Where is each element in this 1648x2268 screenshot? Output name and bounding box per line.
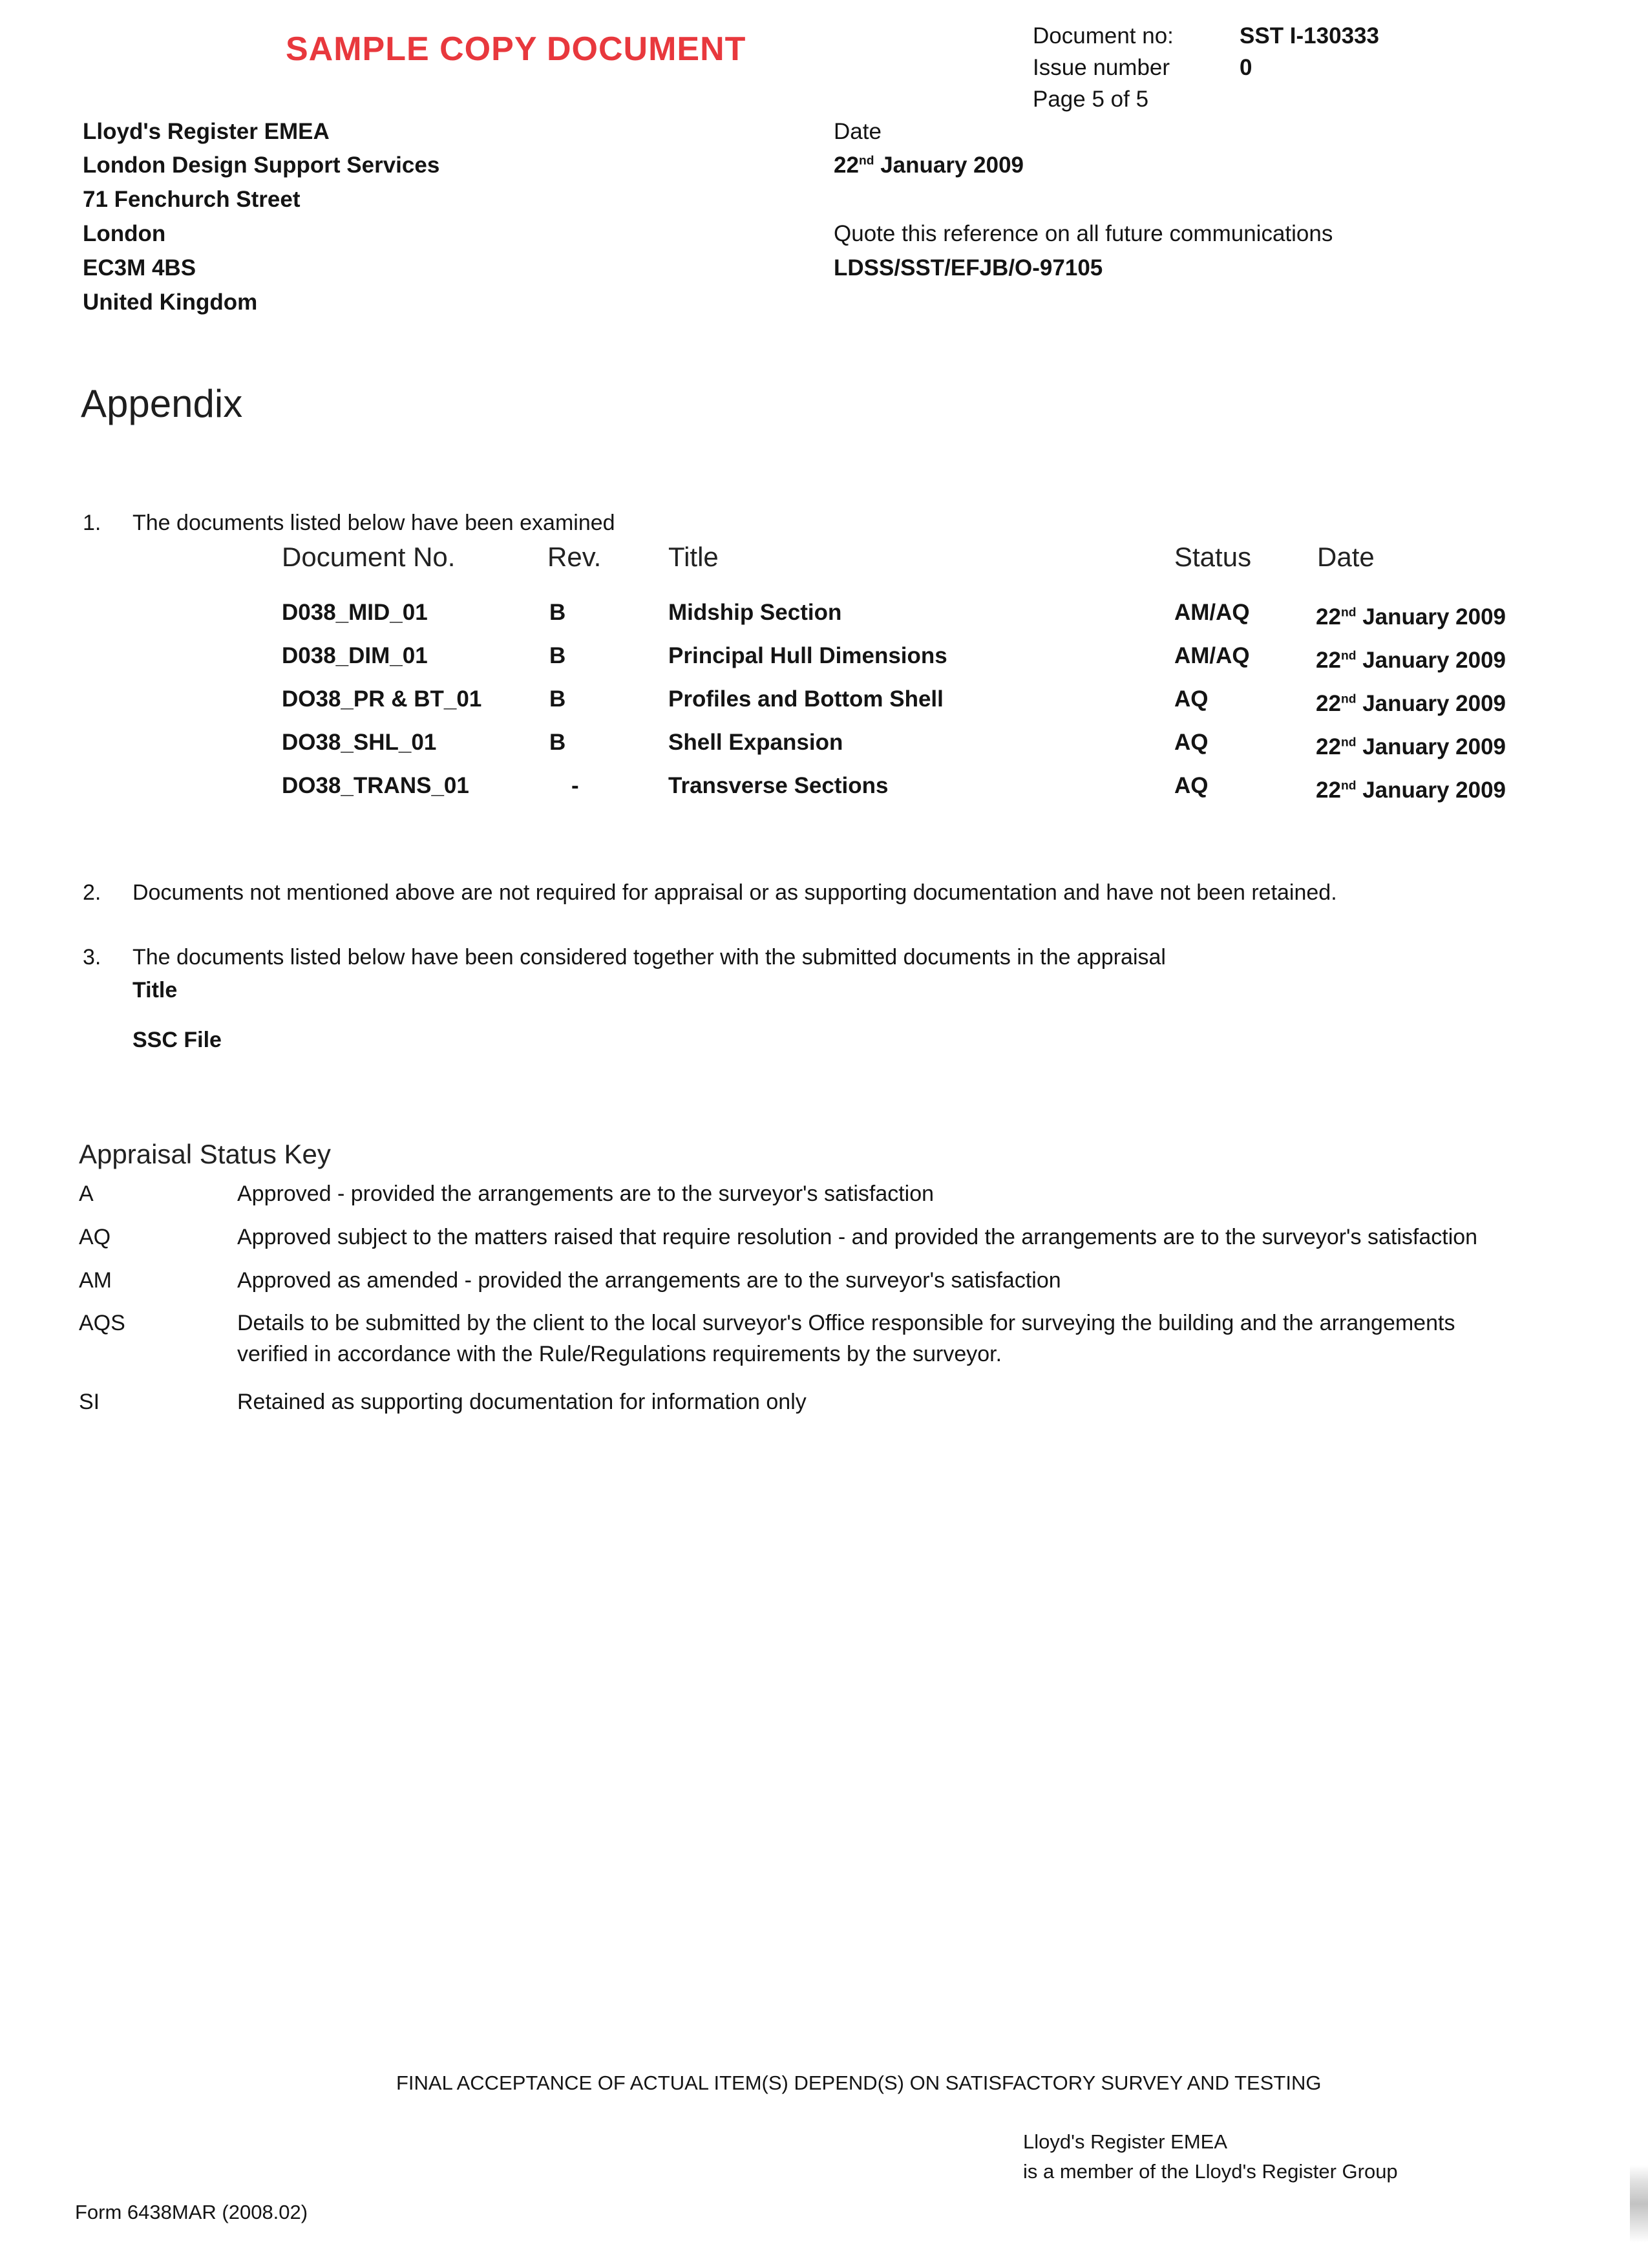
cell-doc-no: DO38_SHL_01 [282, 730, 437, 755]
section-text: Documents not mentioned above are not required for appraisal or as supporting documentation and have not been retained. [132, 880, 1337, 905]
column-header-title: Title [668, 542, 719, 572]
issue-number-value: 0 [1240, 55, 1252, 80]
address-line: London Design Support Services [83, 153, 440, 178]
status-description: Approved as amended - provided the arrangements are to the surveyor's satisfaction [237, 1268, 1061, 1293]
section-number: 2. [83, 880, 101, 905]
cell-doc-no: DO38_PR & BT_01 [282, 686, 482, 712]
status-description: Retained as supporting documentation for information only [237, 1390, 807, 1414]
cell-rev: B [549, 600, 566, 625]
status-description: Approved - provided the arrangements are to the surveyor's satisfaction [237, 1182, 935, 1206]
cell-title: Transverse Sections [668, 773, 889, 798]
cell-status: AQ [1174, 730, 1209, 755]
address-line: United Kingdom [83, 290, 258, 315]
cell-status: AM/AQ [1174, 643, 1250, 668]
section-text: The documents listed below have been considered together with the submitted documents in the appraisal [132, 945, 1166, 970]
considered-document: SSC File [132, 1028, 222, 1052]
organization-line: Lloyd's Register EMEA [1023, 2130, 1228, 2153]
status-code: SI [79, 1390, 100, 1414]
cell-rev: B [549, 643, 566, 668]
page-title: Appendix [81, 382, 243, 425]
organization-line: is a member of the Lloyd's Register Group [1023, 2160, 1398, 2183]
section-text: The documents listed below have been examined [132, 511, 615, 535]
cell-doc-no: DO38_TRANS_01 [282, 773, 469, 798]
date-value: 22nd January 2009 [834, 153, 1024, 178]
column-header-rev: Rev. [547, 542, 602, 572]
section-number: 1. [83, 511, 101, 535]
cell-title: Shell Expansion [668, 730, 843, 755]
cell-rev: B [549, 730, 566, 755]
cell-status: AQ [1174, 773, 1209, 798]
acceptance-notice: FINAL ACCEPTANCE OF ACTUAL ITEM(S) DEPEND(S) ON SATISFACTORY SURVEY AND TESTING [396, 2072, 1322, 2094]
page-indicator: Page 5 of 5 [1033, 87, 1149, 112]
section-number: 3. [83, 945, 101, 970]
column-header-doc-no: Document No. [282, 542, 456, 572]
cell-doc-no: D038_DIM_01 [282, 643, 428, 668]
sample-copy-stamp: SAMPLE COPY DOCUMENT [286, 30, 746, 68]
cell-rev: B [549, 686, 566, 712]
cell-date: 22nd January 2009 [1316, 778, 1506, 803]
document-no-label: Document no: [1033, 23, 1174, 48]
status-description: Details to be submitted by the client to the local surveyor's Office responsible for surveying the building and the arrangements [237, 1311, 1455, 1335]
cell-date: 22nd January 2009 [1316, 648, 1506, 673]
status-code: AQS [79, 1311, 125, 1335]
reference-label: Quote this reference on all future communications [834, 221, 1333, 246]
cell-date: 22nd January 2009 [1316, 604, 1506, 630]
address-line: Lloyd's Register EMEA [83, 119, 330, 144]
cell-rev: - [571, 773, 579, 798]
column-header-status: Status [1174, 542, 1252, 572]
address-line: EC3M 4BS [83, 255, 196, 281]
reference-value: LDSS/SST/EFJB/O-97105 [834, 255, 1103, 281]
cell-doc-no: D038_MID_01 [282, 600, 428, 625]
column-header-date: Date [1317, 542, 1375, 572]
status-code: A [79, 1182, 94, 1206]
cell-date: 22nd January 2009 [1316, 691, 1506, 716]
scan-artifact [1630, 2165, 1648, 2243]
status-code: AQ [79, 1225, 111, 1249]
status-description: Approved subject to the matters raised that require resolution - and provided the arrangements are to the surveyor's satisfaction [237, 1225, 1478, 1249]
cell-status: AQ [1174, 686, 1209, 712]
cell-title: Profiles and Bottom Shell [668, 686, 944, 712]
address-line: 71 Fenchurch Street [83, 187, 301, 212]
cell-title: Midship Section [668, 600, 842, 625]
issue-number-label: Issue number [1033, 55, 1170, 80]
status-code: AM [79, 1268, 112, 1293]
address-line: London [83, 221, 166, 246]
cell-status: AM/AQ [1174, 600, 1250, 625]
cell-date: 22nd January 2009 [1316, 734, 1506, 759]
form-number: Form 6438MAR (2008.02) [75, 2201, 308, 2223]
date-label: Date [834, 119, 882, 144]
status-key-title: Appraisal Status Key [79, 1139, 331, 1169]
section-subheading: Title [132, 978, 178, 1002]
cell-title: Principal Hull Dimensions [668, 643, 947, 668]
status-description-continued: verified in accordance with the Rule/Regulations requirements by the surveyor. [237, 1342, 1002, 1366]
document-no-value: SST I-130333 [1240, 23, 1379, 48]
